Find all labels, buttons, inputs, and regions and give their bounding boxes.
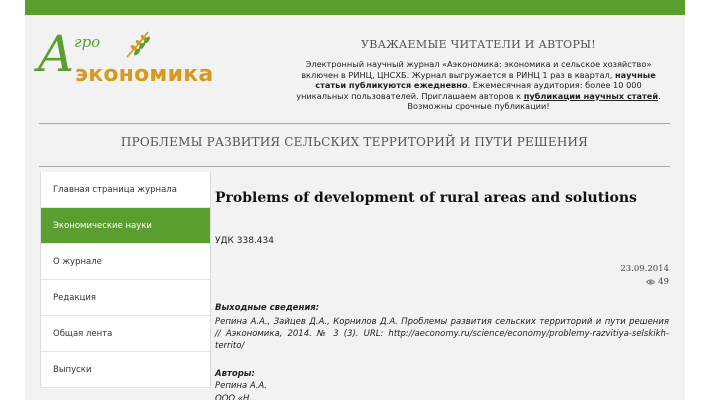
logo-agro: гро [74,33,101,51]
article-title: Problems of development of rural areas and solutions [215,190,637,206]
sidebar-item-economics[interactable]: Экономические науки [41,208,210,244]
logo-letter: А [37,25,75,83]
site-logo[interactable] [37,25,237,90]
divider [39,123,670,124]
divider [39,166,670,167]
sidebar-item-issues[interactable]: Выпуски [41,352,210,388]
section-title: ПРОБЛЕМЫ РАЗВИТИЯ СЕЛЬСКИХ ТЕРРИТОРИЙ И ПУТИ РЕШЕНИЯ [120,135,589,149]
authors-label: Авторы: [215,369,255,379]
page-frame [25,0,685,400]
top-bar [25,0,685,15]
publish-date: 23.09.2014 [620,264,669,274]
sidebar-nav [40,172,211,388]
notice-text-bold: научные статьи публикуются ежедневно [315,69,656,90]
sidebar-item-feed[interactable]: Общая лента [41,316,210,352]
notice-text-3: . Возможны срочные публикации! [407,90,661,111]
sidebar-item-editorial[interactable]: Редакция [41,280,210,316]
notice-text-1: Электронный научный журнал «Аэкономика: экономика и сельское хозяйство» включен в РИНЦ, ЦНСХБ. Журнал выгружается в РИНЦ 1 раз в квартал, [301,59,652,80]
publications-link[interactable]: публикации научных статей [523,90,659,101]
udk-code: УДК 338.434 [215,236,274,246]
wheat-icon [123,30,153,58]
notice-title: УВАЖАЕМЫЕ ЧИТАТЕЛИ И АВТОРЫ! [361,38,596,51]
eye-icon [646,279,655,285]
sidebar-item-about[interactable]: О журнале [41,244,210,280]
sidebar-item-home[interactable]: Главная страница журнала [41,172,210,208]
author-name[interactable]: Репина А.А. [215,381,267,391]
notice-text-2: . Ежемесячная аудитория: более 10 000 уникальных пользователей. Приглашаем авторов к [296,80,642,101]
view-count-value: 49 [658,277,669,287]
logo-name: экономика [75,62,214,87]
notice-text [295,59,662,112]
author-org: ООО «Н... [215,394,258,400]
output-label: Выходные сведения: [215,303,320,313]
citation-text: Репина А.А., Зайцев Д.А., Корнилов Д.А. Проблемы развития сельских территорий и пути решения // Аэкономика, 2014. № 3 (3). URL: http://aeconomy.ru/science/economy/problemy-razvitiya-selskikh-territo/ [215,317,669,351]
view-count [646,277,669,287]
reader-notice [295,38,662,112]
